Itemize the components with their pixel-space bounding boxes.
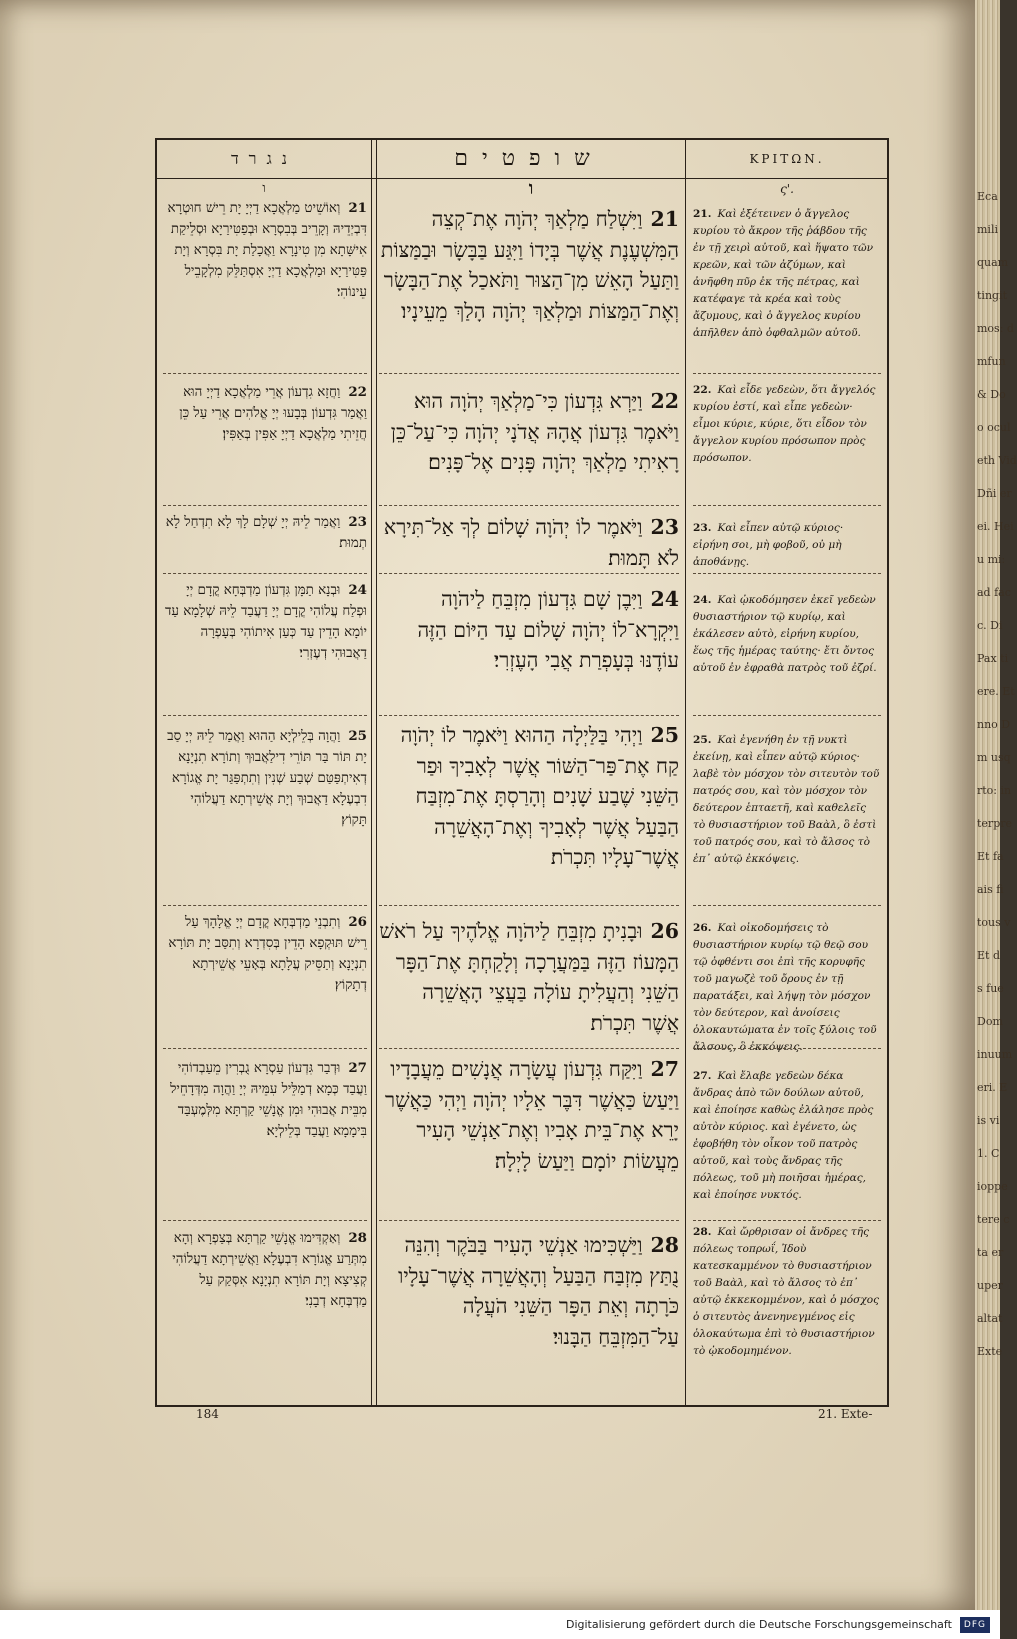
verse-text: Καὶ ᾠκοδόμησεν ἐκεῖ γεδεὼν θυσιαστήριον τῷ κυρίῳ, καὶ ἐκάλεσεν αὐτὸ, εἰρήνη κυρίου, ἕως τῆς ἡμέρας ταύτης· ἔτι ὄντος αὐτοῦ ἐν ἐφραθὰ πατρὸς τοῦ ἐζρί. <box>693 594 877 674</box>
verse-divider <box>693 373 881 374</box>
verse-number: 24 <box>348 582 367 598</box>
verse-text: וַיִּקַּח גִּדְעוֹן עֲשָׂרָה אֲנָשִׁים מֵעֲבָדָיו וַיַּעַשׂ כַּאֲשֶׁר דִּבֶּר אֵלָיו יְהֹוָה וַיְהִי כַּאֲשֶׁר יָרֵא אֶת־בֵּית אָבִיו וְאֶת־אַנְשֵׁי הָעִיר מֵעֲשׂוֹת יוֹמָם וַיַּעַשׂ לָיְלָה׃ <box>385 1057 679 1173</box>
verse-number: 27 <box>650 1057 679 1081</box>
verse-divider <box>163 505 367 506</box>
verse <box>163 198 367 373</box>
verse-text: וַיִּשְׁלַח מַלְאַךְ יְהֹוָה אֶת־קְצֵה הַמִּשְׁעֶנֶת אֲשֶׁר בְּיָדוֹ וַיִּגַּע בַּבָּשָׂר וּבַמַּצּוֹת וַתַּעַל הָאֵשׁ מִן־הַצּוּר וַתֹּאכַל אֶת־הַבָּשָׂר וְאֶת־הַמַּצּוֹת וּמַלְאַךְ יְהֹוָה הָלַךְ מֵעֵינָיו׃ <box>380 207 679 323</box>
edge-text-fragment: ei. Hei <box>977 520 1014 533</box>
edge-text-fragment: altat <box>977 1312 1003 1325</box>
verse <box>379 386 679 506</box>
edge-text-fragment: mos: d <box>977 322 1014 335</box>
text-frame <box>155 138 889 1407</box>
edge-text-fragment: Dñi er <box>977 487 1012 500</box>
verse-text: Καὶ ὤρθρισαν οἱ ἄνδρες τῆς πόλεως τοπρωΐ, Ἰδοὺ κατεσκαμμένον τὸ θυσιαστήριον τοῦ Βαὰλ, καὶ τὸ ἄλσος τὸ ἐπ᾽ αὐτῷ ἐκκεκομμένον, καὶ ὁ μόσχος ὁ σιτευτὸς ἀνενηνεγμένος εἰς ὁλοκαύτωμα ἐπὶ τὸ θυσιαστήριον τὸ ᾠκοδομημένον. <box>693 1226 880 1357</box>
verse-number: 24 <box>650 587 679 611</box>
verse-number: 27 <box>348 1060 367 1076</box>
edge-text-fragment: Et fa <box>977 850 1004 863</box>
edge-text-fragment: u mi: <box>977 553 1006 566</box>
column-rule <box>376 140 377 1405</box>
verse-divider <box>379 505 679 506</box>
verse-number: 27. <box>693 1070 712 1082</box>
verse-number: 26 <box>650 919 679 943</box>
verse <box>163 580 367 720</box>
edge-text-fragment: tingit <box>977 289 1008 302</box>
verse-text: וַיַּרְא גִּדְעוֹן כִּי־מַלְאַךְ יְהֹוָה הוּא וַיֹּאמֶר גִּדְעוֹן אֲהָהּ אֲדֹנָי יְהֹוָה כִּי־עַל־כֵּן רָאִיתִי מַלְאַךְ יְהֹוָה פָּנִים אֶל־פָּנִים׃ <box>390 389 679 474</box>
verse-text: וַיְהִי בַּלַּיְלָה הַהוּא וַיֹּאמֶר לוֹ יְהֹוָה קַח אֶת־פַּר־הַשּׁוֹר אֲשֶׁר לְאָבִיךָ וּפַר הַשֵּׁנִי שֶׁבַע שָׁנִים וְהָרַסְתָּ אֶת־מִזְבַּח הַבַּעַל אֲשֶׁר לְאָבִיךָ וְאֶת־הָאֲשֵׁרָה אֲשֶׁר־עָלָיו תִּכְרֹת׃ <box>400 723 679 869</box>
verse-text: וְאַקְדִּימוּ אֱנָשֵׁי קַרְתָּא בְּצַפְרָא וְהָא מִתְּרַע אֱגוֹרָא דִבְעֶלָא וַאֲשֵׁירְתָא דַעֲלוֹהִי קְצִיצָא וְיָת תּוֹרָא תִנְיָנָא אִסְּקַק עַל מַדְבְּחָא דְבָנִי׃ <box>172 1231 367 1309</box>
verse-number: 21 <box>348 200 367 216</box>
edge-text-fragment: Eca <box>977 190 998 203</box>
edge-text-fragment: 1. C <box>977 1147 1000 1160</box>
verse-number: 26 <box>348 914 367 930</box>
edge-text-fragment: mili <box>977 223 998 236</box>
verse-text: וַיֹּאמֶר לוֹ יְהֹוָה שָׁלוֹם לְךָ אַל־תִּירָא לֹא תָּמוּת׃ <box>383 515 679 570</box>
edge-text-fragment: uper <box>977 1279 1003 1292</box>
verse-text: וַיַּשְׁכִּימוּ אַנְשֵׁי הָעִיר בַּבֹּקֶר וְהִנֵּה נֻתַּץ מִזְבַּח הַבַּעַל וְהָאֲשֵׁרָה אֲשֶׁר־עָלָיו כֹּרָתָה וְאֵת הַפָּר הַשֵּׁנִי הֹעֲלָה עַל־הַמִּזְבֵּחַ הַבָּנוּי׃ <box>398 1233 679 1349</box>
verse <box>693 1068 881 1208</box>
edge-text-fragment: s fue <box>977 982 1004 995</box>
edge-text-fragment: ere. Et <box>977 685 1015 698</box>
greek-column-title: ΚΡΙΤΩΝ. <box>749 152 825 166</box>
edge-text-fragment: c. Di <box>977 619 1003 632</box>
verse <box>379 720 679 910</box>
edge-text-fragment: inuum <box>977 1048 1013 1061</box>
edge-text-fragment: m usq <box>977 751 1011 764</box>
column-rule <box>371 140 372 1405</box>
verse-divider <box>379 715 679 716</box>
verse <box>163 1228 367 1398</box>
verse-divider <box>379 905 679 906</box>
verse <box>163 1058 367 1218</box>
page-number: 184 <box>196 1407 219 1421</box>
hebrew-text-column <box>379 140 679 1405</box>
hebrew-column-title: שופטים <box>454 146 604 171</box>
verse-number: 23. <box>693 522 712 534</box>
verse-divider <box>163 905 367 906</box>
verse-text: וְאוֹשֵׁיט מַלְאֲכָא דַיְיָ יָת רֵישׁ חוּטְרָא דִּבְיְדֵיהּ וְקָרֵיב בְּבִסְרָא וּבְפַטִּירַיָא וּסְלֵיקַת אִישָּׁתָא מִן טִינָרָא וַאֲכָלַת יָת בִּסְרָא וְיָת פַּטִּירַיָא וּמַלְאֲכָא דַיְיָ אִסְתַּלֵּק מִלְקָבֵיל עֵינוֹהִי׃ <box>167 201 367 300</box>
verse <box>693 1224 881 1394</box>
verse <box>379 512 679 577</box>
aramaic-column-title: נגרד <box>230 149 298 168</box>
edge-text-fragment: ais fi <box>977 883 1004 896</box>
verse-divider <box>693 715 881 716</box>
verse-number: 21. <box>693 208 712 220</box>
verse-number: 25 <box>348 728 367 744</box>
verse-text: Καὶ ἐγενήθη ἐν τῇ νυκτὶ ἐκείνῃ, καὶ εἶπεν αὐτῷ κύριος· λαβὲ τὸν μόσχον τὸν σιτευτὸν τοῦ πατρός σου, καὶ τὸν μόσχον τὸν δεύτερον ἑπταετῆ, καὶ καθελεῖς τὸ θυσιαστήριον τοῦ Βαὰλ, ὃ ἐστὶ τοῦ πατρός σου, καὶ τὸ ἄλσος τὸ ἐπ᾽ αὐτῷ ἐκκόψεις. <box>693 734 880 865</box>
edge-text-fragment: ioppe <box>977 1180 1008 1193</box>
verse-number: 28 <box>650 1233 679 1257</box>
verse <box>693 520 881 575</box>
verse-number: 22. <box>693 384 712 396</box>
verse-divider <box>693 573 881 574</box>
verse <box>693 920 881 1060</box>
verse-divider <box>379 373 679 374</box>
verse-divider <box>379 1048 679 1049</box>
verse-divider <box>163 573 367 574</box>
verse-number: 28 <box>348 1230 367 1246</box>
verse-text: וַחֲזָא גִדְעוֹן אֲרֵי מַלְאֲכָא דַיְיָ הוּא וַאֲמַר גִּדְעוֹן בְּבָעוּ יְיָ אֱלֹהִים אֲרֵי עַל כֵּן חֲזֵיתִי מַלְאֲכָא דַיְיָ אַפִּין בְּאַפִּין׃ <box>179 385 367 442</box>
verse-number: 28. <box>693 1226 712 1238</box>
edge-text-fragment: ta er <box>977 1246 1004 1259</box>
verse-number: 22 <box>650 389 679 413</box>
adjacent-page-edge <box>975 0 1017 1610</box>
verse-text: Καὶ εἶδε γεδεὼν, ὅτι ἄγγελός κυρίου ἐστί, καὶ εἶπε γεδεὼν· εἶμοι κύριε, κύριε, ὅτι εἶδον τὸν ἄγγελον κυρίου πρόσωπον πρὸς πρόσωπον. <box>693 384 876 464</box>
verse-divider <box>693 505 881 506</box>
verse <box>693 206 881 356</box>
verse-text: Καὶ οἰκοδομήσεις τὸ θυσιαστήριον κυρίῳ τῷ θεῷ σου τῷ ὀφθέντι σοι ἐπὶ τῆς κορυφῆς τοῦ μαγωζὲ τοῦ ὄρους ἐν τῇ παρατάξει, καὶ λήψῃ τὸν μόσχον τὸν δεύτερον, καὶ ἀνοίσεις ὁλοκαυτώματα ἐν τοῖς ξύλοις τοῦ ἄλσους, ὃ ἐκκόψεις. <box>693 922 877 1053</box>
edge-text-fragment: Dom <box>977 1015 1003 1028</box>
verse-divider <box>163 373 367 374</box>
edge-text-fragment: Pax ti <box>977 652 1009 665</box>
verse-divider <box>693 1220 881 1221</box>
edge-text-fragment: quam <box>977 256 1009 269</box>
verse <box>163 512 367 570</box>
verse-divider <box>163 1220 367 1221</box>
edge-text-fragment: nno D <box>977 718 1011 731</box>
digitization-footer <box>0 1610 1000 1639</box>
verse-number: 24. <box>693 594 712 606</box>
verse <box>163 726 367 902</box>
edge-text-fragment: ad fac <box>977 586 1011 599</box>
edge-text-fragment: & Do <box>977 388 1006 401</box>
verse <box>163 382 367 502</box>
edge-text-fragment: Exte <box>977 1345 1003 1358</box>
greek-septuagint-column <box>693 140 881 1405</box>
verse-text: Καὶ ἔλαβε γεδεὼν δέκα ἄνδρας ἀπὸ τῶν δούλων αὐτοῦ, καὶ ἐποίησε καθὼς ἐλάλησε πρὸς αὐτὸν κύριος. καὶ ἐγένετο, ὡς ἐφοβήθη τὸν οἶκον τοῦ πατρὸς αὐτοῦ, καὶ τοὺς ἄνδρας τῆς πόλεως, τοῦ μὴ ποιῆσαι ἡμέρας, καὶ ἐποίησε νυκτός. <box>693 1070 874 1201</box>
verse-divider <box>693 1048 881 1049</box>
verse <box>379 584 679 714</box>
verse <box>693 382 881 492</box>
verse-text: וּבְנָא תַמָּן גִּדְעוֹן מַדְבְּחָא קֳדָם יְיָ וּפְלַח עֲלוֹהִי קֳדָם יְיָ דַעֲבַד לֵיהּ שְׁלָמָא עַד יוֹמָא הָדֵין עַד כְּעַן אִיתוֹהִי בְּעָפְרָה דַאֲבוּהִי דְעֶזְרִי׃ <box>164 583 367 661</box>
verse <box>379 916 679 1046</box>
verse-divider <box>379 573 679 574</box>
verse-text: וְתִבְנֵי מַדְבְּחָא קֳדָם יְיָ אֱלָהָךְ עַל רֵישׁ תּוּקְפָא הָדֵין בְּסִדְרָא וְתִסַּב יָת תּוֹרָא תִנְיָנָא וְתַסֵּיק עֲלָתָא בְּאָעֵי אֲשֵׁירְתָא דְתָקוֹץ׃ <box>168 915 367 993</box>
verse <box>693 592 881 712</box>
verse-text: וּבָנִיתָ מִזְבֵּחַ לַיהֹוָה אֱלֹהֶיךָ עַל רֹאשׁ הַמָּעוֹז הַזֶּה בַּמַּעֲרָכָה וְלָקַחְתָּ אֶת־הַפָּר הַשֵּׁנִי וְהַעֲלִיתָ עוֹלָה בַּעֲצֵי הָאֲשֵׁרָה אֲשֶׁר תִּכְרֹת׃ <box>379 919 679 1035</box>
verse-number: 26. <box>693 922 712 934</box>
edge-text-fragment: eri. E <box>977 1081 1008 1094</box>
verse-text: Καὶ εἶπεν αὐτῷ κύριος· εἰρήνη σοι, μὴ φοβοῦ, οὐ μὴ ἀποθάνῃς. <box>693 522 844 568</box>
verse <box>163 912 367 1048</box>
digitization-credit: Digitalisierung gefördert durch die Deutsche Forschungsgemeinschaft <box>565 1618 952 1631</box>
edge-text-fragment: Et d <box>977 949 1000 962</box>
edge-text-fragment: o ocul <box>977 421 1011 434</box>
column-rule <box>685 140 686 1405</box>
verse-number: 21 <box>650 207 679 231</box>
edge-text-fragment: is vi <box>977 1114 1000 1127</box>
verse-text: וַהֲוָה בְּלֵילְיָא הַהוּא וַאֲמַר לֵיהּ יְיָ סַב יָת תּוֹר בַּר תּוֹרֵי דִילַאֲבוּךְ וְתוֹרָא תִנְיָנָא דְאִיתְפַּטַּם שְׁבַע שְׁנִין וְתִתְפַּגַּר יָת אֱגוֹרָא דִבְעֶלָא דַאֲבוּךְ וְיָת אֲשֵׁירְתָא דַעֲלוֹהִי תָּקוֹץ׃ <box>167 729 367 828</box>
edge-text-fragment: eth Vid <box>977 454 1017 467</box>
edge-text-fragment: tere c <box>977 1213 1010 1226</box>
greek-chapter-number: ς'. <box>780 182 794 196</box>
edge-text-fragment: terpre <box>977 817 1012 830</box>
verse-number: 25 <box>650 723 679 747</box>
hebrew-chapter-number: ו <box>528 178 534 199</box>
verse-divider <box>693 905 881 906</box>
aramaic-targum-column <box>163 140 367 1405</box>
dfg-logo: DFG <box>960 1617 990 1633</box>
verse-text: וּדְבַר גִּדְעוֹן עַסְרָא גֻבְרִין מֵעַבְדוֹהִי וַעֲבַד כְּמָא דְמַלֵּיל עִמֵּיהּ יְיָ וַהֲוָה מִדְּדָחֵיל מִבֵּית אֲבוּהִי וּמִן אֱנָשֵׁי קַרְתָּא מִלְּמֶעְבַּד בִּימָמָא וַעֲבַד בְּלֵילְיָא׃ <box>170 1061 367 1139</box>
verse-divider <box>163 1048 367 1049</box>
edge-text-fragment: tous v <box>977 916 1011 929</box>
verse-number: 22 <box>348 384 367 400</box>
edge-text-fragment: mfun <box>977 355 1006 368</box>
verse-number: 23 <box>348 514 367 530</box>
verse-number: 25. <box>693 734 712 746</box>
verse-divider <box>379 1220 679 1221</box>
edge-text-fragment: rto: in <box>977 784 1012 797</box>
verse-number: 23 <box>650 515 679 539</box>
verse <box>379 204 679 379</box>
verse-text: Καὶ ἐξέτεινεν ὁ ἄγγελος κυρίου τὸ ἄκρον τῆς ῥάβδου τῆς ἐν τῇ χειρὶ αὐτοῦ, καὶ ἥψατο τῶν κρεῶν, καὶ τῶν ἀζύμων, καὶ ἀνῆφθη πῦρ ἐκ τῆς πέτρας, καὶ κατέφαγε τὰ κρέα καὶ τοὺς ἄζυμους, καὶ ὁ ἄγγελος κυρίου ἀπῆλθεν ἀπὸ ὀφθαλμῶν αὐτοῦ. <box>693 208 874 339</box>
verse <box>379 1230 679 1400</box>
verse <box>693 732 881 902</box>
verse-text: וַאֲמַר לֵיהּ יְיָ שְׁלָם לָךְ לָא תִדְחַל לָא תְמוּת׃ <box>165 515 367 551</box>
aramaic-chapter-number: ו <box>262 181 266 196</box>
verse-text: וַיִּבֶן שָׁם גִּדְעוֹן מִזְבֵּחַ לַיהֹוָה וַיִּקְרָא־לוֹ יְהֹוָה שָׁלוֹם עַד הַיּוֹם הַזֶּה עוֹדֶנּוּ בְּעָפְרַת אֲבִי הָעֶזְרִי׃ <box>417 587 679 672</box>
verse-divider <box>163 715 367 716</box>
catchword: 21. Exte- <box>818 1407 873 1421</box>
verse <box>379 1054 679 1224</box>
